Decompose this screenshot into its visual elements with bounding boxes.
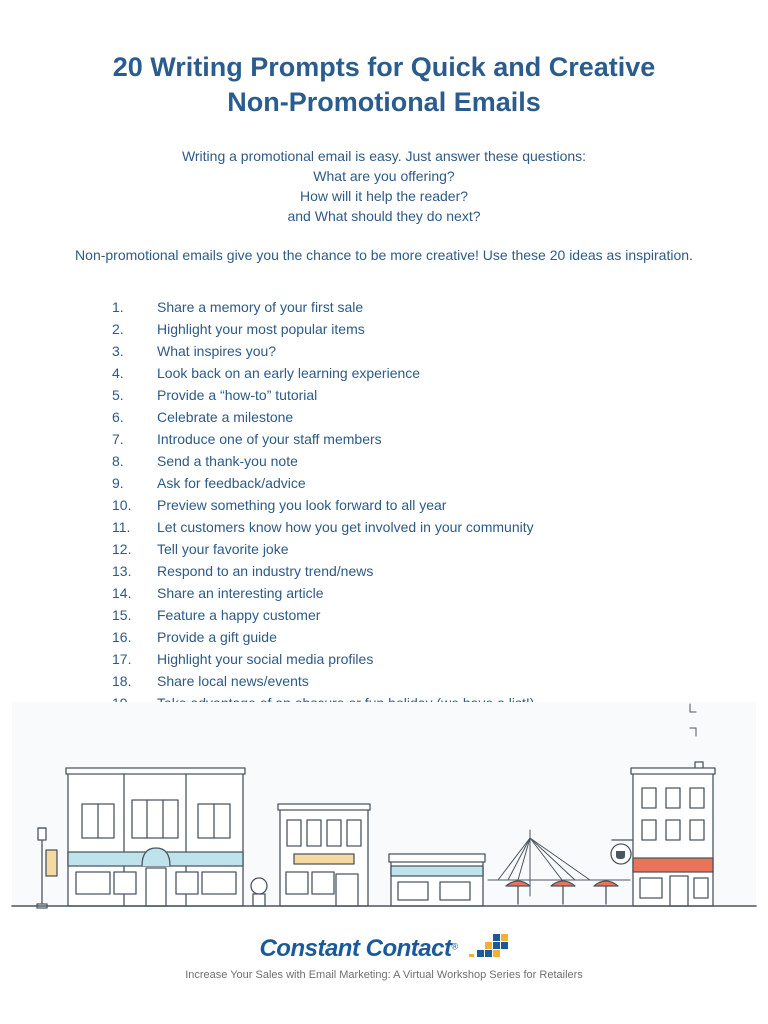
prompt-item	[112, 604, 672, 626]
prompt-text: Look back on an early learning experience	[157, 365, 421, 381]
prompt-number: 17.	[112, 651, 132, 667]
prompt-text: Introduce one of your staff members	[157, 431, 382, 447]
prompt-text: Feature a happy customer	[157, 607, 321, 623]
right-building-illustration	[631, 762, 715, 906]
prompt-text: Respond to an industry trend/news	[157, 563, 374, 579]
prompt-number: 4.	[112, 365, 124, 381]
prompt-number: 1.	[112, 299, 124, 315]
prompt-item	[112, 384, 672, 406]
prompt-item	[112, 318, 672, 340]
prompt-item	[112, 494, 672, 516]
prompt-number: 14.	[112, 585, 132, 601]
prompt-text: Share local news/events	[157, 673, 309, 689]
prompt-text: Preview something you look forward to all year	[157, 497, 447, 513]
prompt-number: 18.	[112, 673, 132, 689]
prompt-text: Send a thank-you note	[157, 453, 298, 469]
prompt-text: Provide a “how-to” tutorial	[157, 387, 318, 403]
prompt-text: Share a memory of your first sale	[157, 299, 364, 315]
prompt-item	[112, 670, 672, 692]
brand-logo	[0, 932, 768, 963]
registered-mark: ®	[451, 941, 459, 952]
prompt-item	[112, 296, 672, 318]
prompt-number: 10.	[112, 497, 132, 513]
prompt-text: Ask for feedback/advice	[157, 475, 306, 491]
prompt-text: Tell your favorite joke	[157, 541, 289, 557]
planter-illustration	[251, 878, 267, 906]
prompt-number: 3.	[112, 343, 124, 359]
prompt-number: 8.	[112, 453, 124, 469]
storefront-illustration	[0, 690, 768, 920]
prompt-text: Share an interesting article	[157, 585, 324, 601]
footer-tagline: Increase Your Sales with Email Marketing: A Virtual Workshop Series for Retailers	[185, 969, 583, 981]
prompt-item	[112, 450, 672, 472]
lead-paragraph: Non-promotional emails give you the chance to be more creative! Use these 20 ideas as inspiration.	[75, 247, 693, 263]
prompt-item	[112, 582, 672, 604]
intro-line: Writing a promotional email is easy. Just answer these questions:	[181, 148, 587, 164]
small-shop-illustration	[389, 854, 485, 906]
prompt-item	[112, 560, 672, 582]
prompt-item	[112, 362, 672, 384]
document-title	[0, 50, 768, 120]
prompt-number: 6.	[112, 409, 124, 425]
prompt-item	[112, 626, 672, 648]
prompt-list	[112, 296, 672, 736]
prompt-number: 9.	[112, 475, 124, 491]
intro-line: What are you offering?	[313, 168, 455, 184]
intro-line: and What should they do next?	[287, 208, 481, 224]
prompt-number: 5.	[112, 387, 124, 403]
prompt-item	[112, 538, 672, 560]
large-building-illustration	[66, 768, 245, 906]
prompt-item	[112, 428, 672, 450]
prompt-text: Let customers know how you get involved in your community	[157, 519, 534, 535]
prompt-text: Highlight your most popular items	[157, 321, 365, 337]
logo-wordmark: Constant Contact	[259, 935, 452, 962]
prompt-item	[112, 648, 672, 670]
prompt-item	[112, 516, 672, 538]
title-line-2: Non-Promotional Emails	[227, 87, 541, 117]
title-line-1: 20 Writing Prompts for Quick and Creative	[112, 52, 656, 82]
intro-line: How will it help the reader?	[299, 188, 469, 204]
prompt-text: Celebrate a milestone	[157, 409, 294, 425]
prompt-number: 2.	[112, 321, 124, 337]
prompt-text: What inspires you?	[157, 343, 277, 359]
prompt-number: 7.	[112, 431, 124, 447]
prompt-item	[112, 340, 672, 362]
prompt-text: Highlight your social media profiles	[157, 651, 374, 667]
prompt-item	[112, 472, 672, 494]
middle-building-illustration	[278, 804, 370, 906]
prompt-text: Provide a gift guide	[157, 629, 277, 645]
intro-block	[0, 146, 768, 226]
logo-mark-icon	[463, 932, 509, 960]
prompt-item	[112, 406, 672, 428]
prompt-number: 13.	[112, 563, 132, 579]
prompt-number: 16.	[112, 629, 132, 645]
prompt-number: 12.	[112, 541, 132, 557]
prompt-number: 15.	[112, 607, 132, 623]
prompt-number: 11.	[112, 519, 131, 535]
